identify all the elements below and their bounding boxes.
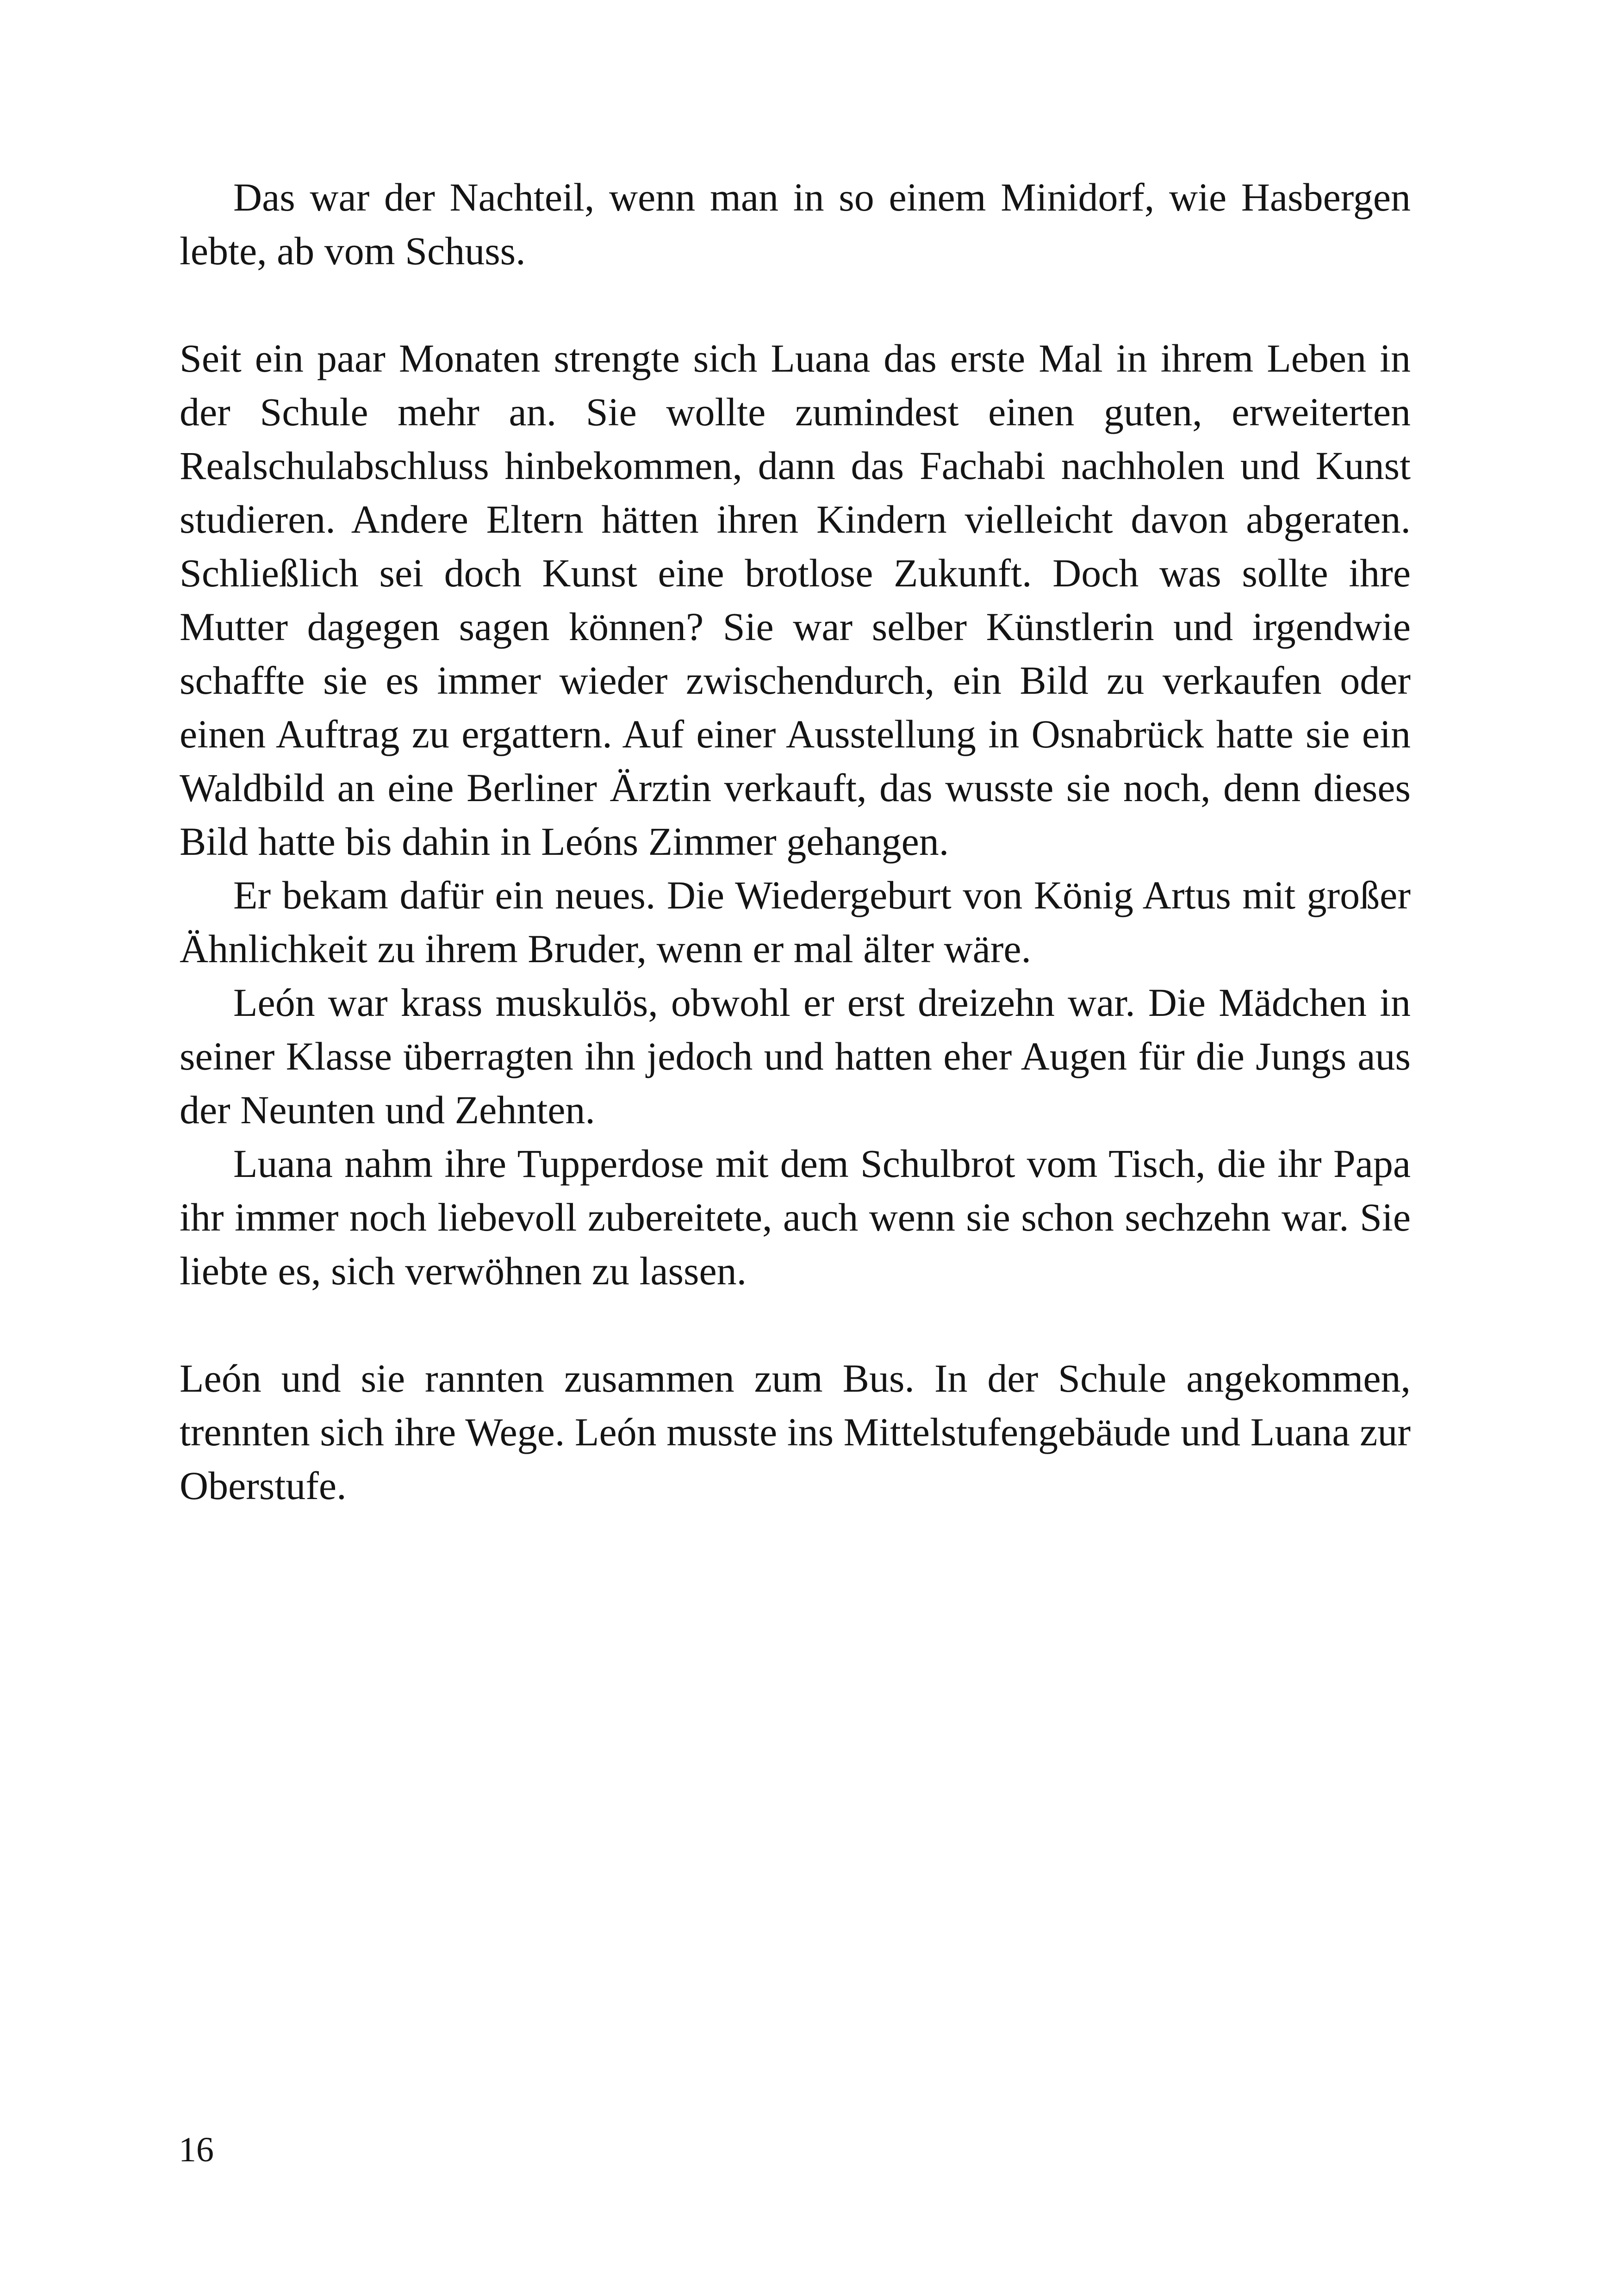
paragraph: León und sie rannten zusammen zum Bus. In der Schule angekommen, trennten sich ihre Wege. León musste ins Mittelstufengebäude und Luana zur Oberstufe. [180,1356,1411,1508]
paragraph: Seit ein paar Monaten strengte sich Luana das erste Mal in ihrem Leben in der Schule mehr an. Sie wollte zumindest einen guten, erweiterten Realschulabschluss hinbekommen, dann das Fachabi nachholen und Kunst studieren. Andere Eltern hätten ihren Kindern vielleicht davon abgeraten. Schließlich sei doch Kunst eine brotlose Zukunft. Doch was sollte ihre Mutter dagegen sagen können? Sie war selber Künstlerin und irgendwie schaffte sie es immer wieder zwischendurch, ein Bild zu verkaufen oder einen Auftrag zu ergattern. Auf einer Ausstellung in Osnabrück hatte sie ein Waldbild an eine Berliner Ärztin verkauft, das wusste sie noch, denn dieses Bild hatte bis dahin in Leóns Zimmer gehangen. [180,336,1411,864]
paragraph: Er bekam dafür ein neues. Die Wiedergeburt von König Artus mit großer Ähnlichkeit zu ihrem Bruder, wenn er mal älter wäre. [180,873,1411,971]
body-text [180,170,1411,1512]
paragraph: Das war der Nachteil, wenn man in so einem Minidorf, wie Hasbergen lebte, ab vom Schuss. [180,175,1411,273]
page-number: 16 [179,2130,214,2169]
paragraph: Luana nahm ihre Tupperdose mit dem Schulbrot vom Tisch, die ihr Papa ihr immer noch liebevoll zubereitete, auch wenn sie schon sechzehn war. Sie liebte es, sich verwöhnen zu lassen. [180,1141,1411,1293]
paragraph: León war krass muskulös, obwohl er erst dreizehn war. Die Mädchen in seiner Klasse überragten ihn jedoch und hatten eher Augen für die Jungs aus der Neunten und Zehnten. [180,980,1411,1132]
